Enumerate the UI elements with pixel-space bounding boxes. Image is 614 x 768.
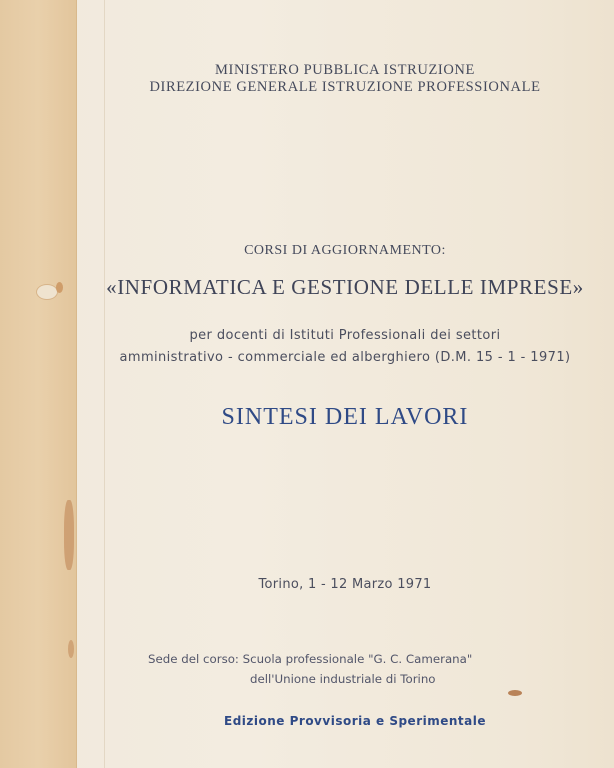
audience-description (76, 325, 614, 369)
paper-stain (68, 640, 74, 658)
course-label: CORSI DI AGGIORNAMENTO: (244, 243, 446, 258)
ministry-line-1: MINISTERO PUBBLICA ISTRUZIONE (215, 62, 475, 78)
audience-line-2: amministrativo - commerciale ed alberghiero (D.M. 15 - 1 - 1971) (119, 350, 571, 365)
book-spine (0, 0, 76, 768)
edition-text: Edizione Provvisoria e Sperimentale (224, 714, 486, 728)
cover-fold-line (104, 0, 105, 768)
event-date: Torino, 1 - 12 Marzo 1971 (258, 577, 432, 592)
course-title: «INFORMATICA E GESTIONE DELLE IMPRESE» (106, 275, 584, 299)
main-title: SINTESI DEI LAVORI (221, 404, 469, 430)
venue-label: Sede del corso: (148, 652, 239, 666)
paper-stain (508, 690, 522, 696)
paper-stain (56, 282, 63, 293)
edition-note (76, 714, 614, 728)
venue-school: Scuola professionale "G. C. Camerana" (242, 652, 473, 666)
paper-stain (64, 500, 74, 570)
paper-stain (36, 284, 58, 300)
audience-line-1: per docenti di Istituti Professionali dei settori (189, 328, 501, 343)
venue-organization: dell'Unione industriale di Torino (250, 672, 436, 686)
ministry-header (76, 62, 614, 96)
venue-info (148, 649, 472, 689)
ministry-line-2: DIREZIONE GENERALE ISTRUZIONE PROFESSIONALE (149, 79, 541, 95)
